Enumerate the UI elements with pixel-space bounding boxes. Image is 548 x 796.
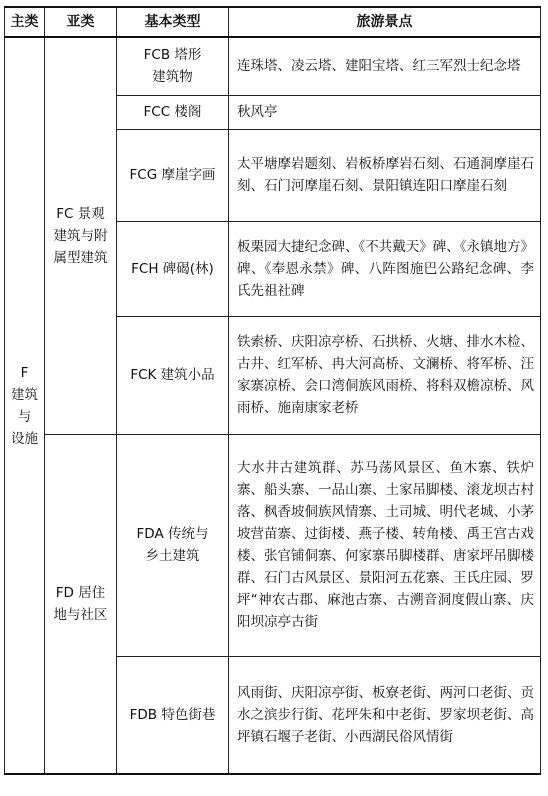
spots-cell: 秋风亭 bbox=[229, 95, 541, 129]
basic-type-cell bbox=[117, 316, 229, 434]
header-basic-type: 基本类型 bbox=[117, 7, 229, 37]
basic-type-label: FCC 楼阁 bbox=[143, 104, 202, 120]
basic-type-cell bbox=[117, 656, 229, 774]
table-row bbox=[5, 434, 541, 656]
table-row bbox=[5, 37, 541, 95]
basic-type-label: FCG 摩崖字画 bbox=[129, 167, 216, 183]
spots-cell: 板栗园大捷纪念碑、《不共戴天》碑、《永镇地方》碑、《奉恩永禁》碑、八阵图施巴公路纪念碑、李氏先祖社碑 bbox=[229, 221, 541, 316]
subclass-label: FD 居住 地与社区 bbox=[53, 584, 108, 623]
subclass-cell bbox=[45, 434, 117, 774]
spots-cell: 连珠塔、凌云塔、建阳宝塔、红三军烈士纪念塔 bbox=[229, 37, 541, 95]
subclass-cell bbox=[45, 37, 117, 434]
basic-type-cell bbox=[117, 434, 229, 656]
main-class-cell bbox=[5, 37, 45, 774]
tourism-resource-table-container bbox=[4, 6, 540, 775]
header-subclass: 亚类 bbox=[45, 7, 117, 37]
spots-cell: 太平塘摩岩题刻、岩板桥摩岩石刻、石通洞摩崖石刻、石门河摩崖石刻、景阳镇连阳口摩崖石刻 bbox=[229, 129, 541, 221]
header-row bbox=[5, 7, 541, 37]
basic-type-cell bbox=[117, 221, 229, 316]
subclass-label: FC 景观 建筑与附 属型建筑 bbox=[53, 205, 108, 266]
basic-type-label: FDA 传统与 乡土建筑 bbox=[136, 526, 209, 564]
header-main-class: 主类 bbox=[5, 7, 45, 37]
basic-type-cell bbox=[117, 129, 229, 221]
spots-cell: 铁索桥、庆阳凉亭桥、石拱桥、火塘、排水木检、古井、红军桥、冉大河高桥、文澜桥、将军桥、汪家寨凉桥、会口湾侗族风雨桥、将科双檐凉桥、风雨桥、施南康家老桥 bbox=[229, 316, 541, 434]
basic-type-label: FCK 建筑小品 bbox=[130, 367, 215, 383]
header-tourist-spots: 旅游景点 bbox=[229, 7, 541, 37]
basic-type-label: FDB 特色街巷 bbox=[129, 706, 216, 723]
basic-type-label: FCH 碑碣(林) bbox=[131, 260, 214, 277]
spots-cell: 风雨街、庆阳凉亭街、板寮老街、两河口老街、贡水之滨步行街、花坪朱和中老街、罗家坝老街、高坪镇石堰子老街、小西湖民俗风情街 bbox=[229, 656, 541, 774]
main-class-label: F 建筑 与 设施 bbox=[11, 364, 38, 447]
tourism-resource-table bbox=[4, 6, 541, 775]
basic-type-cell bbox=[117, 95, 229, 129]
basic-type-cell bbox=[117, 37, 229, 95]
spots-cell: 大水井古建筑群、苏马荡风景区、鱼木寨、铁炉寨、船头寨、一品山寨、土家吊脚楼、滚龙坝古村落、枫香坡侗族风情寨、土司城、明代老城、小茅坡营苗寨、过街楼、燕子楼、转角楼、禹王宫古戏楼、张官铺侗寨、何家寨吊脚楼群、唐家坪吊脚楼群、石门古风景区、景阳河五花寨、王氏庄园、罗坪“神农古郡、麻池古寨、古溯音洞度假山寨、庆阳坝凉亭古街 bbox=[229, 434, 541, 656]
basic-type-label: FCB 塔形 建筑物 bbox=[143, 47, 202, 86]
